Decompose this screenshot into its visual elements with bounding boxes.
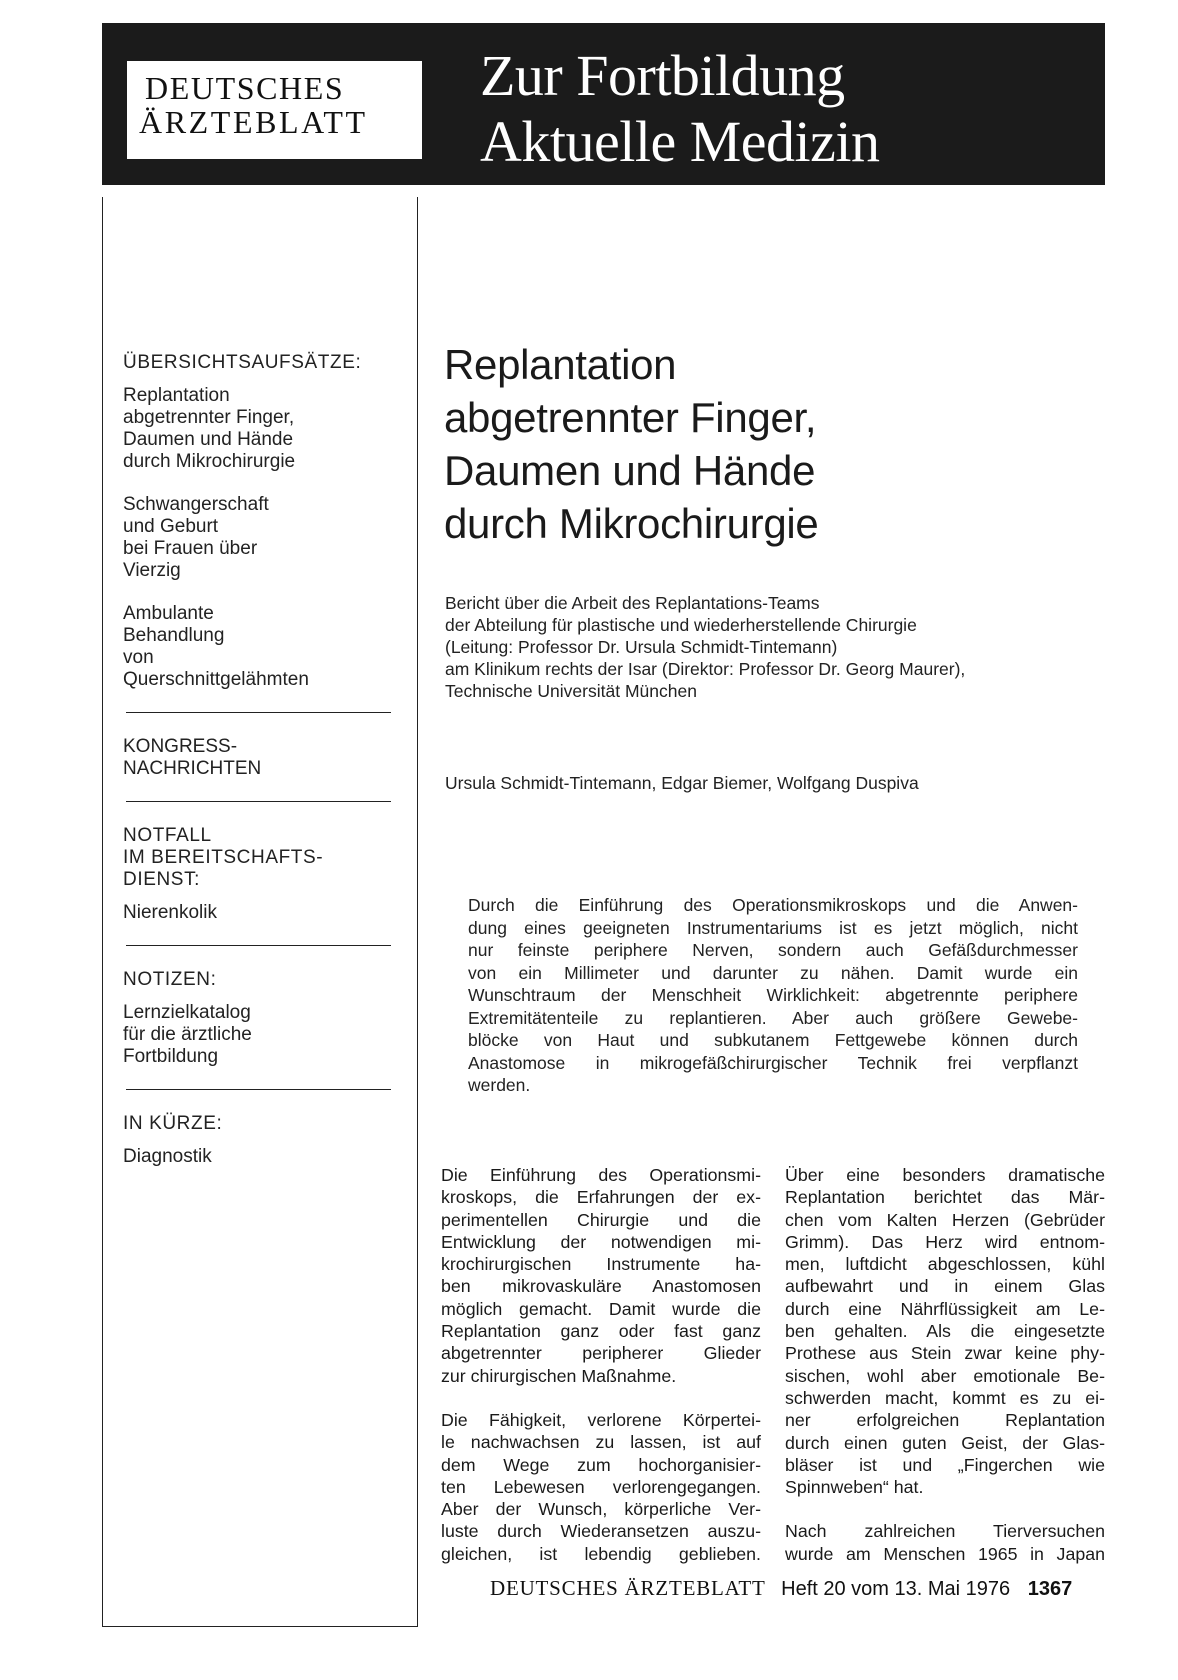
body-line: perimentellen Chirurgie und die — [441, 1209, 761, 1230]
sidebar-section-congress — [123, 736, 393, 780]
sidebar-heading: KONGRESS- NACHRICHTEN — [123, 736, 262, 779]
abstract-line: dung eines geeigneten Instrumentariums ist es jetzt möglich, nicht — [468, 917, 1078, 938]
masthead-banner — [102, 23, 1105, 185]
body-paragraph — [785, 1164, 1105, 1498]
abstract-line: Anastomose in mikrogefäßchirurgischer Technik frei verpflanzt — [468, 1052, 1078, 1073]
sidebar-item: Schwangerschaft und Geburt bei Frauen über Vierzig — [123, 494, 269, 581]
body-line: durch einen guten Geist, der Glas- — [785, 1432, 1105, 1453]
body-line: dem Wege zum hochorganisier- — [441, 1454, 761, 1475]
sidebar-item: Nierenkolik — [123, 902, 217, 923]
body-line: aufbewahrt und in einem Glas — [785, 1276, 1105, 1297]
section-title-line-1: Zur Fortbildung — [480, 43, 845, 108]
sidebar-section-brief — [123, 1113, 393, 1168]
abstract-line: Extremitätenteile zu replantieren. Aber auch größere Gewebe- — [468, 1007, 1078, 1028]
body-line: Spinnweben“ hat. — [785, 1477, 924, 1498]
body-line: chen vom Kalten Herzen (Gebrüder — [785, 1209, 1105, 1230]
sidebar-divider — [126, 712, 391, 713]
body-line: le nachwachsen zu lassen, ist auf — [441, 1432, 761, 1453]
body-line: Replantation ganz oder fast ganz — [441, 1321, 761, 1342]
body-line: möglich gemacht. Damit wurde die — [441, 1298, 761, 1319]
body-line: wurde am Menschen 1965 in Japan — [785, 1543, 1105, 1564]
body-line: gleichen, ist lebendig geblieben. — [441, 1543, 761, 1564]
article-title-line: durch Mikrochirurgie — [444, 500, 819, 547]
affiliation-line: am Klinikum rechts der Isar (Direktor: Professor Dr. Georg Maurer), — [445, 659, 966, 679]
section-title-line-2: Aktuelle Medizin — [480, 109, 880, 174]
body-line: sischen, wohl aber emotionale Be- — [785, 1365, 1105, 1386]
sidebar-heading: NOTFALL IM BEREITSCHAFTS- DIENST: — [123, 825, 324, 890]
sidebar-section-notes — [123, 969, 393, 1068]
sidebar-heading: IN KÜRZE: — [123, 1113, 223, 1134]
logo-line-2: ÄRZTEBLATT — [139, 104, 368, 140]
sidebar-divider — [126, 945, 391, 946]
footer-journal-name: DEUTSCHES ÄRZTEBLATT — [490, 1576, 766, 1600]
sidebar-section-overview — [123, 352, 393, 691]
body-line: abgetrennter peripherer Glieder — [441, 1343, 761, 1364]
body-line: Aber der Wunsch, körperliche Ver- — [441, 1499, 761, 1520]
body-paragraph — [785, 1520, 1105, 1565]
body-column-right — [785, 1164, 1105, 1587]
article-abstract — [468, 894, 1078, 1097]
body-line: Nach zahlreichen Tierversuchen — [785, 1521, 1105, 1542]
page-footer — [490, 1576, 1072, 1601]
body-line: ten Lebewesen verlorengegangen. — [441, 1476, 761, 1497]
body-line: luste durch Wiederansetzen auszu- — [441, 1521, 761, 1542]
body-line: kroskops, die Erfahrungen der ex- — [441, 1187, 761, 1208]
body-line: Über eine besonders dramatische — [785, 1165, 1105, 1185]
body-line: zur chirurgischen Maßnahme. — [441, 1365, 677, 1386]
body-line: durch eine Nährflüssigkeit am Le- — [785, 1298, 1105, 1319]
affiliation-line: Technische Universität München — [445, 681, 697, 701]
body-line: Die Fähigkeit, verlorene Körpertei- — [441, 1409, 761, 1430]
footer-issue: Heft 20 vom 13. Mai 1976 — [781, 1578, 1011, 1600]
sidebar-contents — [123, 352, 393, 1189]
abstract-line: blöcke von Haut und subkutanem Fettgewebe können durch — [468, 1030, 1078, 1050]
article-title-line: Daumen und Hände — [444, 447, 816, 494]
body-line: Grimm). Das Herz wird entnom- — [785, 1231, 1105, 1252]
article-authors: Ursula Schmidt-Tintemann, Edgar Biemer, Wolfgang Duspiva — [445, 773, 919, 793]
sidebar-item: Replantation abgetrennter Finger, Daumen und Hände durch Mikrochirurgie — [123, 385, 296, 472]
sidebar-divider — [126, 801, 391, 802]
body-line: Entwicklung der notwendigen mi- — [441, 1231, 761, 1252]
abstract-line: nur feinste periphere Nerven, sondern auch Gefäßdurchmesser — [468, 940, 1078, 960]
affiliation-line: (Leitung: Professor Dr. Ursula Schmidt-Tintemann) — [445, 637, 838, 657]
body-line: men, luftdicht abgeschlossen, kühl — [785, 1254, 1105, 1275]
body-line: ner erfolgreichen Replantation — [785, 1410, 1105, 1431]
page-number: 1367 — [1027, 1578, 1073, 1600]
sidebar-item: Diagnostik — [123, 1146, 212, 1167]
article-title — [444, 338, 1084, 550]
journal-logo — [127, 61, 422, 159]
affiliation-line: Bericht über die Arbeit des Replantations-Teams — [445, 593, 820, 613]
article-title-line: abgetrennter Finger, — [444, 394, 817, 441]
body-line: ben mikrovaskuläre Anastomosen — [441, 1276, 761, 1297]
sidebar-heading: ÜBERSICHTSAUFSÄTZE: — [123, 352, 362, 373]
body-line: Die Einführung des Operationsmi- — [441, 1165, 761, 1185]
section-title — [480, 43, 880, 175]
body-line: Replantation berichtet das Mär- — [785, 1187, 1105, 1208]
body-line: krochirurgischen Instrumente ha- — [441, 1254, 761, 1275]
body-line: ben gehalten. Als die eingesetzte — [785, 1321, 1105, 1342]
affiliation-line: der Abteilung für plastische und wiederherstellende Chirurgie — [445, 615, 917, 635]
sidebar-heading: NOTIZEN: — [123, 969, 217, 990]
article-title-line: Replantation — [444, 341, 677, 388]
body-line: schwerden macht, kommt es zu ei- — [785, 1387, 1105, 1408]
sidebar-section-emergency — [123, 825, 393, 924]
body-paragraph — [441, 1409, 761, 1565]
body-paragraph — [441, 1164, 761, 1387]
abstract-line: Durch die Einführung des Operationsmikroskops und die Anwen- — [468, 895, 1078, 915]
sidebar-item: Ambulante Behandlung von Querschnittgelähmten — [123, 603, 309, 690]
abstract-line: werden. — [468, 1075, 531, 1095]
article-affiliation — [445, 592, 1095, 702]
body-line: bläser ist und „Fingerchen wie — [785, 1454, 1105, 1475]
body-line: Prothese aus Stein zwar keine phy- — [785, 1343, 1105, 1364]
abstract-line: von ein Millimeter und darunter zu nähen. Damit wurde ein — [468, 962, 1078, 983]
abstract-line: Wunschtraum der Menschheit Wirklichkeit: abgetrennte periphere — [468, 985, 1078, 1005]
sidebar-item: Lernzielkatalog für die ärztliche Fortbildung — [123, 1002, 252, 1067]
body-column-left — [441, 1164, 761, 1587]
sidebar-divider — [126, 1089, 391, 1090]
logo-line-1: DEUTSCHES — [145, 70, 345, 106]
